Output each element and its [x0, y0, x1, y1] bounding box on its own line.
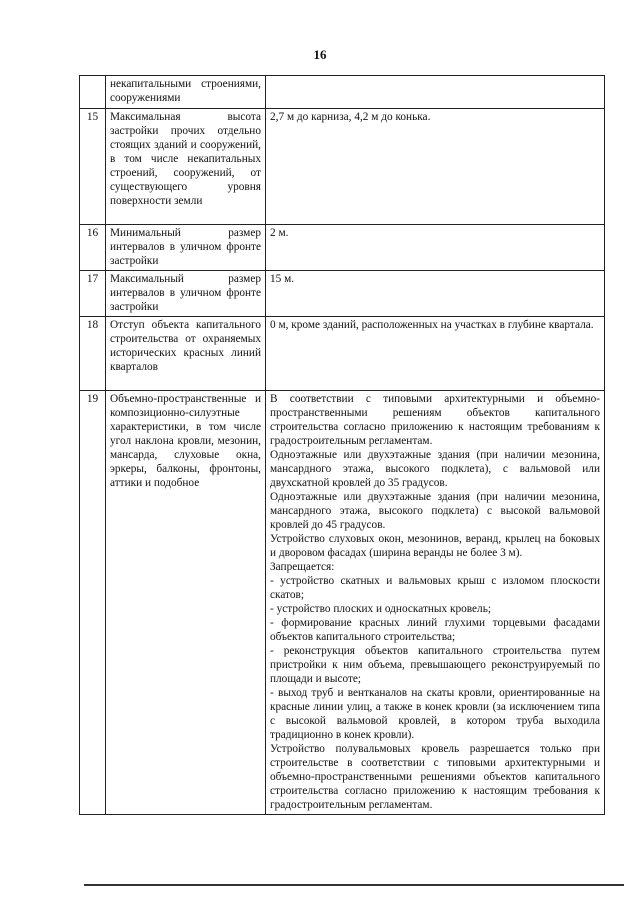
table-row	[80, 225, 605, 271]
value-paragraph: Одноэтажные или двухэтажные здания (при наличии мезонина, мансардного этажа, высокого подклета) с высокой вальмовой кровлей до 45 градусов.	[270, 491, 600, 531]
value-paragraph: - устройство плоских и односкатных кровель;	[270, 603, 491, 615]
parameter-name: некапитальными строениями, сооружениями	[106, 76, 266, 109]
row-number: 19	[80, 391, 106, 815]
table-row	[80, 317, 605, 391]
regulations-table	[79, 75, 605, 815]
row-number: 15	[80, 109, 106, 225]
parameter-name: Максимальная высота застройки прочих отдельно стоящих зданий и сооружений, в том числе некапитальных строений, сооружений, от существующего уровня поверхности земли	[106, 109, 266, 225]
table-row	[80, 109, 605, 225]
parameter-value	[266, 391, 605, 815]
table-row	[80, 76, 605, 109]
value-paragraph: - устройство скатных и вальмовых крыш с изломом плоскости скатов;	[270, 575, 600, 601]
page-number: 16	[313, 47, 327, 62]
value-paragraph: Устройство слуховых окон, мезонинов, веранд, крылец на боковых и дворовом фасадах (ширина веранды не более 3 м).	[270, 533, 600, 559]
parameter-name: Отступ объекта капитального строительства от охраняемых исторических красных линий кварталов	[106, 317, 266, 391]
parameter-name: Минимальный размер интервалов в уличном фронте застройки	[106, 225, 266, 271]
value-paragraph: - выход труб и вентканалов на скаты кровли, ориентированные на красные линии улиц, а также в конек кровли (за исключением типа с высокой вальмовой кровлей, в котором труба выходила традиционно в конек кровли).	[270, 687, 600, 741]
parameter-value	[266, 109, 605, 225]
value-paragraph: - реконструкция объектов капитального строительства путем пристройки к ним объема, превышающего реконструируемый по площади и высоте;	[270, 645, 600, 685]
parameter-name: Максимальный размер интервалов в уличном фронте застройки	[106, 271, 266, 317]
row-number: 17	[80, 271, 106, 317]
parameter-name: Объемно-пространственные и композиционно-силуэтные характеристики, в том числе угол наклона кровли, мезонин, мансарда, слуховые окна, эркеры, балконы, фронтоны, аттики и подобное	[106, 391, 266, 815]
value-paragraph: 0 м, кроме зданий, расположенных на участках в глубине квартала.	[270, 319, 594, 331]
value-paragraph: 15 м.	[270, 273, 295, 285]
row-number: 16	[80, 225, 106, 271]
bottom-rule	[84, 884, 624, 886]
value-paragraph: 2,7 м до карниза, 4,2 м до конька.	[270, 111, 431, 123]
value-paragraph: В соответствии с типовыми архитектурными и объемно-пространственными решениям объектов капитального строительства согласно приложению к настоящим требованиям к градостроительным регламентам.	[270, 393, 600, 447]
parameter-value	[266, 317, 605, 391]
parameter-value	[266, 271, 605, 317]
table-row	[80, 391, 605, 815]
value-paragraph: Устройство полувальмовых кровель разрешается только при строительстве в соответствии с типовыми архитектурными и объемно-пространственными решениями объектов капитального строительства согласно приложению к настоящим требования к градостроительным регламентам.	[270, 743, 600, 811]
parameter-value	[266, 225, 605, 271]
row-number	[80, 76, 106, 109]
value-paragraph: Запрещается:	[270, 561, 335, 573]
table-row	[80, 271, 605, 317]
value-paragraph: Одноэтажные или двухэтажные здания (при наличии мезонина, мансардного этажа, высокого подклета), с вальмовой или двухскатной кровлей до 35 градусов.	[270, 449, 600, 489]
value-paragraph: - формирование красных линий глухими торцевыми фасадами объектов капитального строительства;	[270, 617, 600, 643]
value-paragraph: 2 м.	[270, 227, 289, 239]
row-number: 18	[80, 317, 106, 391]
parameter-value	[266, 76, 605, 109]
